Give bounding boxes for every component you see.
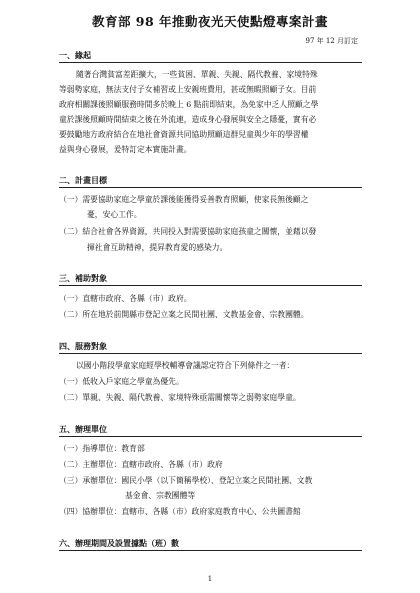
- objective-item: （一）需要協助家庭之學童於課後能獲得妥善教育照顧，使家長無後顧之: [59, 195, 309, 204]
- section-divider: [59, 550, 362, 551]
- organizer-item: （一）指導單位：教育部: [59, 444, 145, 453]
- section-divider: [59, 285, 362, 286]
- objective-item-continued: 揮社會互助精神，提昇教育愛的感染力。: [87, 243, 228, 252]
- subsidy-target-item: （一）直轄市政府、各縣（市）政府。: [59, 294, 192, 303]
- section-1-line: 政府相關課後照顧服務時間多於晚上 6 點前即結束，為免家中乏人照顧之學: [59, 100, 319, 109]
- section-heading-2: 二、計畫目標: [59, 175, 107, 185]
- section-heading-5: 五、辦理單位: [59, 424, 107, 434]
- organizer-item: （四）協辦單位：直轄市、各縣（市）政府家庭教育中心、公共圖書館: [59, 507, 301, 516]
- organizer-item: （二）主辦單位：直轄市政府、各縣（市）政府: [59, 460, 223, 469]
- section-divider: [59, 62, 362, 63]
- page-number: 1: [207, 575, 213, 583]
- section-divider: [59, 353, 362, 354]
- section-1-line: 童於課後照顧時間結束之後在外流連，造成身心發展與安全之隱憂，實有必: [59, 115, 317, 124]
- section-heading-3: 三、補助對象: [59, 273, 107, 283]
- organizer-item-continued: 基金會、宗教團體等: [125, 491, 196, 500]
- organizer-item: （三）承辦單位：國民小學（以下簡稱學校）、登記立案之民間社團、文教: [59, 476, 313, 485]
- issue-date: 97 年 12 月訂定: [305, 37, 358, 45]
- objective-item-continued: 憂，安心工作。: [87, 210, 142, 219]
- objective-item: （二）結合社會各界資源，共同投入對需要協助家庭孩童之關懷，並藉以發: [59, 227, 317, 236]
- subsidy-target-item: （二）所在地於前開縣市登記立案之民間社團、文教基金會、宗教團體。: [59, 310, 309, 319]
- section-heading-4: 四、服務對象: [59, 341, 107, 351]
- service-target-item: （二）單親、失親、隔代教養、家境特殊亟需關懷等之弱勢家庭學童。: [59, 393, 301, 402]
- section-divider: [59, 436, 362, 437]
- section-1-line: 要鼓勵地方政府結合在地社會資源共同協助照顧這群兒童與少年的學習權: [59, 130, 309, 139]
- section-divider: [59, 187, 362, 188]
- service-target-intro: 以國小階段學童家庭經學校輔導會議認定符合下列條件之一者：: [76, 361, 295, 370]
- service-target-item: （一）低收入戶家庭之學童為優先。: [59, 377, 184, 386]
- page-title: 教育部 98 年推動夜光天使點燈專案計畫: [91, 14, 329, 29]
- section-1-line: 等弱勢家庭，無法支付子女補習或上安親班費用，甚或無暇照顧子女。目前: [59, 85, 317, 94]
- section-1-line: 益與身心發展，爰特訂定本實施計畫。: [59, 145, 192, 154]
- section-heading-6: 六、辦理期間及設置據點（班）數: [59, 538, 179, 548]
- section-1-line: 隨著台灣貧富差距擴大，一些貧困、單親、失親、隔代教養、家境特殊: [76, 70, 318, 79]
- section-heading-1: 一、緣起: [59, 50, 91, 60]
